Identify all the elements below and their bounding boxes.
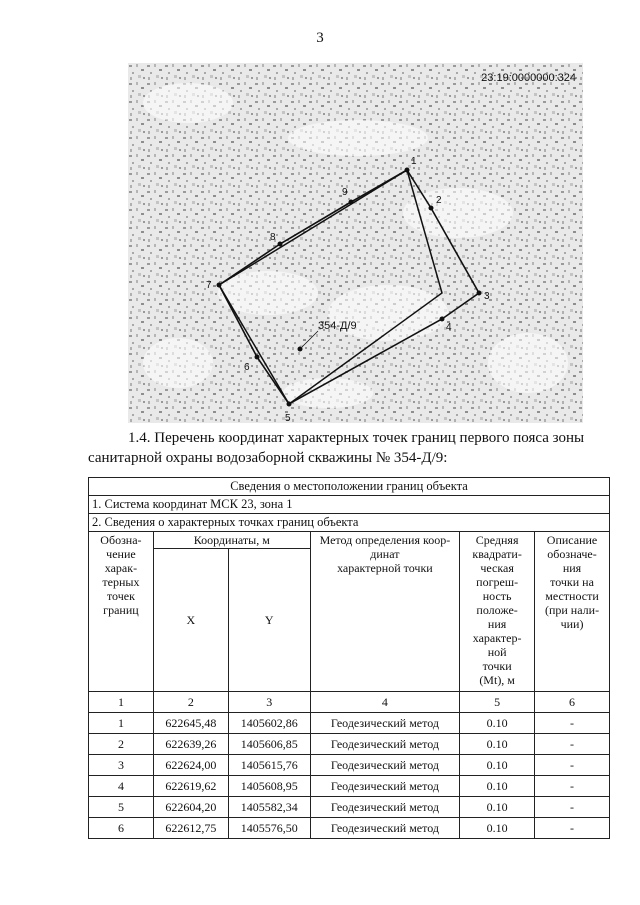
cell-point: 6 [89,818,154,839]
cell-mt: 0.10 [460,734,535,755]
cell-mt: 0.10 [460,776,535,797]
page-number: 3 [316,30,324,46]
cell-desc: - [535,755,610,776]
coordinate-system: 1. Система координат МСК 23, зона 1 [89,496,610,514]
boundary-map [128,63,583,423]
cell-x: 622619,62 [153,776,228,797]
point-label-2: 2 [436,195,442,206]
caption-line-2: санитарной охраны водозаборной скважины № 354-Д/9: [88,450,448,466]
cell-point: 3 [89,755,154,776]
cell-point: 5 [89,797,154,818]
cell-method: Геодезический метод [310,818,460,839]
header-coordinates: Координаты, м [153,532,310,549]
column-number: 6 [535,692,610,713]
cell-y: 1405602,86 [228,713,310,734]
boundary-map-svg [128,63,583,423]
cell-method: Геодезический метод [310,776,460,797]
cell-method: Геодезический метод [310,713,460,734]
cell-method: Геодезический метод [310,797,460,818]
cell-x: 622624,00 [153,755,228,776]
column-number: 3 [228,692,310,713]
cell-y: 1405576,50 [228,818,310,839]
header-y: Y [228,549,310,692]
cell-x: 622639,26 [153,734,228,755]
table-title: Сведения о местоположении границ объекта [89,478,610,496]
table-row [89,713,610,734]
cell-point: 2 [89,734,154,755]
table-row [89,734,610,755]
cell-method: Геодезический метод [310,734,460,755]
cell-x: 622612,75 [153,818,228,839]
point-label-5: 5 [285,413,291,423]
cell-desc: - [535,818,610,839]
header-accuracy: Средняя квадрати- ческая погреш- ность положе- ния характер- ной точки (Mt), м [460,532,535,692]
header-method: Метод определения коор- динат характерной точки [310,532,460,692]
cell-method: Геодезический метод [310,755,460,776]
cell-desc: - [535,713,610,734]
cell-y: 1405608,95 [228,776,310,797]
point-label-6: 6 [244,362,250,373]
well-marker [298,347,303,352]
column-number: 5 [460,692,535,713]
cell-x: 622604,20 [153,797,228,818]
cell-desc: - [535,734,610,755]
point-label-8: 8 [270,232,276,243]
coordinates-table [88,477,610,839]
cell-desc: - [535,776,610,797]
section-caption [88,428,608,468]
point-label-4: 4 [446,322,452,333]
column-number: 2 [153,692,228,713]
table-row [89,818,610,839]
cell-point: 1 [89,713,154,734]
cell-y: 1405582,34 [228,797,310,818]
header-description: Описание обозначе- ния точки на местности (при нали- чии) [535,532,610,692]
point-label-3: 3 [484,291,490,302]
header-designation: Обозна- чение харак- терных точек границ [89,532,154,692]
section-heading: 2. Сведения о характерных точках границ объекта [89,514,610,532]
cell-mt: 0.10 [460,797,535,818]
cell-y: 1405606,85 [228,734,310,755]
column-number: 1 [89,692,154,713]
cell-desc: - [535,797,610,818]
table-row [89,755,610,776]
header-x: X [153,549,228,692]
cell-mt: 0.10 [460,713,535,734]
point-label-1: 1 [411,156,417,167]
cell-mt: 0.10 [460,818,535,839]
cadastral-number: 23:19:0000000:324 [481,72,576,84]
cell-mt: 0.10 [460,755,535,776]
cell-x: 622645,48 [153,713,228,734]
point-label-7: 7 [206,280,212,291]
table-row [89,797,610,818]
cell-y: 1405615,76 [228,755,310,776]
column-number: 4 [310,692,460,713]
column-numbers-row [89,692,610,713]
cell-point: 4 [89,776,154,797]
object-label: 354-Д/9 [318,320,357,332]
table-row [89,776,610,797]
caption-line-1: 1.4. Перечень координат характерных точек границ первого пояса зоны [128,430,585,446]
point-label-9: 9 [342,187,348,198]
